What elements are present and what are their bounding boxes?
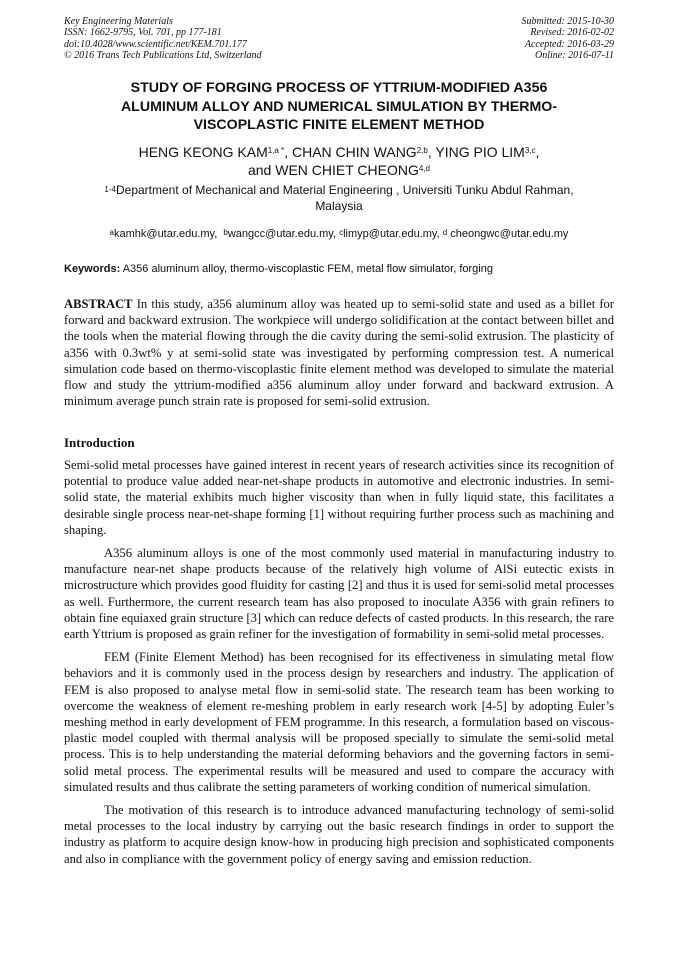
title-line: STUDY OF FORGING PROCESS OF YTTRIUM-MODIFIED A356 <box>130 80 548 96</box>
email-link[interactable]: limyp@utar.edu.my, <box>343 228 440 240</box>
paragraph: Semi-solid metal processes have gained interest in recent years of research activities since its recognition of potential to produce value added near-net-shape products in automotive and electronic industries. In semi-solid state, the material exhibits much higher viscosity than when in fully liquid state, this facilitates a desirable single process near-net-shape forming [1] without requiring further process such as machining and shaping. <box>64 458 614 537</box>
email-superscript: a <box>109 228 114 237</box>
date-revised: Revised: 2016-02-02 <box>530 27 614 39</box>
paragraph: The motivation of this research is to introduce advanced manufacturing technology of semi-solid metal processes to the local industry by carrying out the basic research findings in order to support the industry as platform to acquire design know-how in producing high precision and sophisticated components and also in compliance with the government policy of energy saving and emission reduction. <box>64 803 614 866</box>
author-list <box>60 143 618 179</box>
affiliation-superscript: 1-4 <box>104 185 116 194</box>
email-list <box>60 227 618 241</box>
email-link[interactable]: cheongwc@utar.edu.my <box>450 228 569 240</box>
paragraph: A356 aluminum alloys is one of the most commonly used material in manufacturing industry to manufacture near-net shape products because of the relatively high volume of AlSi eutectic exists in microstructure which provides good fluidity for casting [2] and thus it is used for semi-solid metal processes as well. Furthermore, the current research team has also proposed to inoculate A356 with grain refiners to obtain fine equiaxed grain structure [3] which can reduce defects of casted products. In this research, the rare earth Yttrium is proposed as grain refiner for the investigation of formability in semi-solid metal processes. <box>64 546 614 642</box>
keywords <box>64 262 624 276</box>
author-conjunction: and <box>247 162 276 178</box>
author-name: YING PIO LIM <box>435 144 525 160</box>
author-superscript: 1,a * <box>267 146 285 155</box>
journal-copyright: © 2016 Trans Tech Publications Ltd, Switzerland <box>64 50 262 62</box>
author-name: WEN CHIET CHEONG <box>275 162 419 178</box>
abstract-label: ABSTRACT <box>64 297 133 311</box>
email-link[interactable]: wangcc@utar.edu.my, <box>227 228 337 240</box>
author-superscript: 4,d <box>418 164 430 173</box>
date-accepted: Accepted: 2016-03-29 <box>524 38 614 50</box>
paragraph: FEM (Finite Element Method) has been recognised for its effectiveness in simulating metal flow behaviors and it is commonly used in the process design by researchers and industry. The application of FEM is also proposed to analyse metal flow in semi-solid state. The research team has been working to overcome the weakness of element re-meshing problem in early research work [4-5] by adopting Euler’s meshing method in early development of FEM programme. In this research, a formulation based on viscous-plastic model coupled with thermal analysis will be proposed specially to simulate the semi-solid metal process. This is to help understanding the material deforming behaviors and the governing factors in semi-solid metal process. The experimental results will be measured and used to compare the accuracy with simulated results and thus calibrate the setting parameters of working condition of numerical simulation. <box>64 650 614 794</box>
title-line: ALUMINUM ALLOY AND NUMERICAL SIMULATION BY THERMO- <box>120 98 558 115</box>
date-submitted: Submitted: 2015-10-30 <box>521 16 614 27</box>
keywords-text: A356 aluminum alloy, thermo-viscoplastic FEM, metal flow simulator, forging <box>120 263 493 275</box>
section-heading-introduction: Introduction <box>64 435 135 450</box>
affiliation-line: Malaysia <box>315 198 363 213</box>
author-name: CHAN CHIN WANG <box>292 144 417 160</box>
email-superscript: d <box>442 228 448 237</box>
introduction-body <box>64 457 614 867</box>
title-line: VISCOPLASTIC FINITE ELEMENT METHOD <box>193 117 485 134</box>
author-name: HENG KEONG KAM <box>138 144 268 160</box>
email-link[interactable]: kamhk@utar.edu.my, <box>114 228 218 240</box>
affiliation-line: Department of Mechanical and Material Engineering , Universiti Tunku Abdul Rahman, <box>115 183 574 197</box>
paper-title <box>60 79 618 135</box>
author-separator: , <box>535 144 540 160</box>
abstract-text: In this study, a356 aluminum alloy was heated up to semi-solid state and used as a billet for forward and backward extrusion. The workpiece will undergo solidification at the contact between billet and the tools when the material flowing through the die cavity during the semi-solid extrusion. The plasticity of a356 with 0.3wt% y at semi-solid state was investigated by performing compression test. A numerical simulation code based on thermo-viscoplastic finite element method was developed to simulate the material flow and study the yttrium-modified a356 aluminum alloy under forward and backward extrusion. A minimum average punch strain rate is proposed for semi-solid extrusion. <box>64 297 614 409</box>
email-superscript: c <box>339 228 344 237</box>
author-separator: , <box>284 144 292 160</box>
journal-name: Key Engineering Materials <box>64 16 173 27</box>
journal-doi: doi:10.4028/www.scientific.net/KEM.701.177 <box>64 38 247 50</box>
journal-issn: ISSN: 1662-9795, Vol. 701, pp 177-181 <box>64 27 222 39</box>
abstract <box>64 296 614 409</box>
author-superscript: 3,c <box>524 146 536 155</box>
publication-dates <box>522 16 615 62</box>
keywords-label: Keywords: <box>64 263 121 275</box>
affiliation <box>60 183 618 214</box>
author-superscript: 2,b <box>416 146 428 155</box>
author-separator: , <box>427 144 436 160</box>
journal-info <box>64 16 262 62</box>
date-online: Online: 2016-07-11 <box>535 50 614 62</box>
email-superscript: b <box>223 228 228 237</box>
